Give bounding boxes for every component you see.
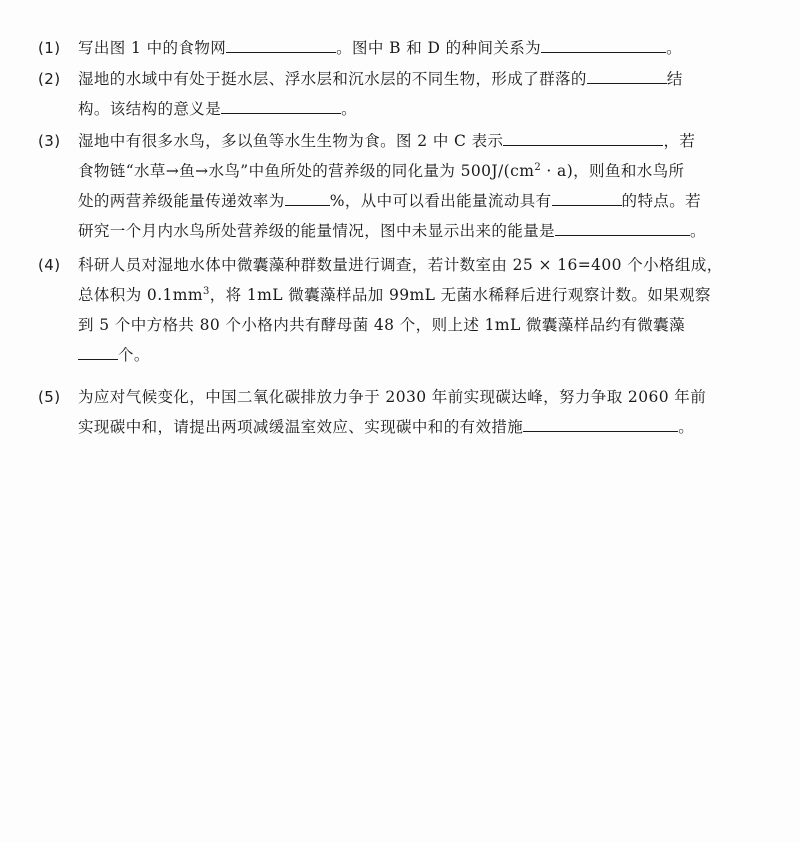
question-3-line-2	[38, 156, 773, 186]
question-text: ，若	[663, 132, 696, 150]
question-3	[38, 126, 773, 246]
question-2-line-2	[38, 94, 773, 124]
answer-blank-missing-energy[interactable]	[555, 217, 690, 236]
question-2	[38, 64, 773, 124]
question-text: ，将 1mL 微囊藻样品加 99mL 无菌水稀释后进行观察计数。如果观察	[209, 286, 711, 304]
question-3-line-1	[38, 126, 773, 156]
question-4	[38, 250, 773, 370]
question-4-line-4	[38, 340, 773, 370]
answer-blank-transfer-efficiency[interactable]	[285, 187, 330, 206]
question-text: 。图中 B 和 D 的种间关系为	[336, 39, 542, 57]
question-text: 处的两营养级能量传递效率为	[78, 192, 285, 210]
answer-blank-algae-count[interactable]	[78, 341, 118, 360]
question-4-line-1	[38, 250, 773, 280]
answer-blank-interspecies-relation[interactable]	[541, 34, 666, 53]
question-number: (5)	[38, 388, 61, 406]
question-4-line-2	[38, 280, 773, 310]
question-text: 研究一个月内水鸟所处营养级的能量情况，图中未显示出来的能量是	[78, 222, 556, 240]
answer-blank-food-web[interactable]	[226, 34, 336, 53]
question-text: 食物链“水草→鱼→水鸟”中鱼所处的营养级的同化量为 500J/(cm	[78, 162, 535, 180]
question-text: 。	[666, 39, 682, 57]
question-3-line-4	[38, 216, 773, 246]
question-3-line-3	[38, 186, 773, 216]
question-text: 到 5 个中方格共 80 个小格内共有酵母菌 48 个，则上述 1mL 微囊藻样品约有微囊藻	[78, 316, 685, 334]
question-text: 构。该结构的意义是	[78, 100, 222, 118]
question-text: 。	[690, 222, 706, 240]
answer-blank-community-structure[interactable]	[587, 65, 667, 84]
question-number: (4)	[38, 256, 61, 274]
question-1	[38, 33, 773, 63]
question-text: 湿地中有很多水鸟，多以鱼等水生生物为食。图 2 中 C 表示	[78, 132, 504, 150]
question-text: 结	[666, 70, 683, 88]
superscript: 3	[202, 285, 210, 297]
question-number: (1)	[38, 39, 61, 57]
superscript: 2	[534, 161, 542, 173]
question-text: 写出图 1 中的食物网	[78, 39, 227, 57]
answer-blank-carbon-measures[interactable]	[523, 413, 678, 432]
question-text: 湿地的水域中有处于挺水层、浮水层和沉水层的不同生物，形成了群落的	[78, 70, 587, 88]
answer-blank-c-meaning[interactable]	[503, 127, 663, 146]
question-text: 科研人员对湿地水体中微囊藻种群数量进行调查，若计数室由 25 × 16=400 个小格组成，	[78, 256, 723, 274]
answer-blank-structure-significance[interactable]	[221, 95, 341, 114]
question-text: 的特点。若	[621, 192, 702, 210]
question-number: (3)	[38, 132, 61, 150]
question-text: 个。	[118, 346, 150, 364]
question-text: %，从中可以看出能量流动具有	[329, 192, 552, 210]
question-text: 总体积为 0.1mm	[78, 286, 203, 304]
question-text: 。	[678, 418, 695, 436]
answer-blank-energy-flow-feature[interactable]	[552, 187, 622, 206]
question-text: 。	[341, 100, 358, 118]
question-5-line-1	[38, 382, 773, 412]
question-4-line-3	[38, 310, 773, 340]
question-1-line-1	[38, 33, 773, 63]
question-text: 为应对气候变化，中国二氧化碳排放力争于 2030 年前实现碳达峰，努力争取 2060 年前	[78, 388, 707, 406]
question-5	[38, 382, 773, 442]
question-text: 实现碳中和，请提出两项减缓温室效应、实现碳中和的有效措施	[78, 418, 524, 436]
question-text: · a)，则鱼和水鸟所	[541, 162, 685, 180]
question-5-line-2	[38, 412, 773, 442]
question-number: (2)	[38, 70, 61, 88]
question-2-line-1	[38, 64, 773, 94]
